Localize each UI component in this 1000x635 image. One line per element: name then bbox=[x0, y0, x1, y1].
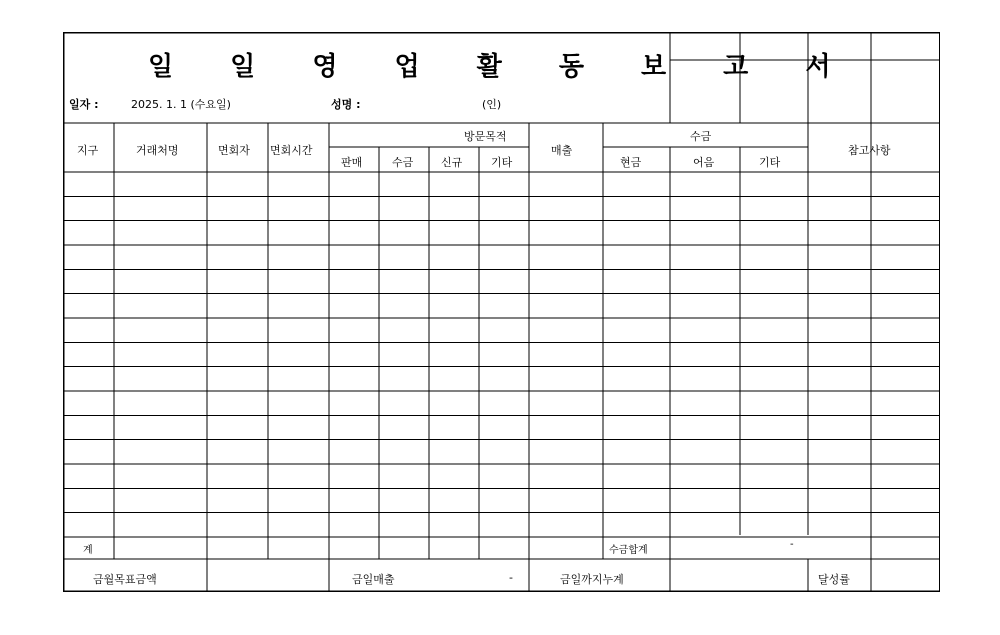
col-coll-bill: 어음 bbox=[693, 156, 715, 169]
col-purpose-new: 신규 bbox=[441, 156, 463, 169]
col-meet-time: 면회시간 bbox=[270, 144, 313, 157]
col-purpose-group: 방문목적 bbox=[464, 130, 507, 143]
report-title: 일 일 영 업 활 동 보 고 서 bbox=[148, 52, 855, 82]
today-sales-value: - bbox=[509, 571, 513, 584]
col-purpose-other: 기타 bbox=[491, 156, 513, 169]
daily-sales-report-form bbox=[63, 32, 940, 592]
form-grid-lines bbox=[63, 32, 940, 592]
total-label: 계 bbox=[83, 545, 93, 556]
col-sales: 매출 bbox=[551, 144, 573, 157]
col-collection-group: 수금 bbox=[690, 130, 712, 143]
col-contact: 면회자 bbox=[218, 144, 250, 157]
name-label: 성명 : bbox=[331, 98, 361, 111]
achievement-label: 달성률 bbox=[818, 573, 850, 586]
col-coll-other: 기타 bbox=[759, 156, 781, 169]
collection-total-value: - bbox=[790, 539, 794, 550]
date-label: 일자 : bbox=[69, 98, 99, 111]
monthly-target-label: 금월목표금액 bbox=[93, 573, 157, 586]
col-district: 지구 bbox=[77, 144, 99, 157]
col-purpose-collect: 수금 bbox=[392, 156, 414, 169]
collection-total-label: 수금합계 bbox=[609, 545, 648, 556]
col-purpose-sale: 판매 bbox=[341, 156, 363, 169]
col-coll-cash: 현금 bbox=[620, 156, 642, 169]
col-remarks: 참고사항 bbox=[848, 144, 891, 157]
seal-label: (인) bbox=[482, 98, 502, 111]
date-value[interactable]: 2025. 1. 1 (수요일) bbox=[131, 98, 231, 111]
today-sales-label: 금일매출 bbox=[352, 573, 395, 586]
col-client: 거래처명 bbox=[136, 144, 179, 157]
cumulative-label: 금일까지누계 bbox=[560, 573, 624, 586]
